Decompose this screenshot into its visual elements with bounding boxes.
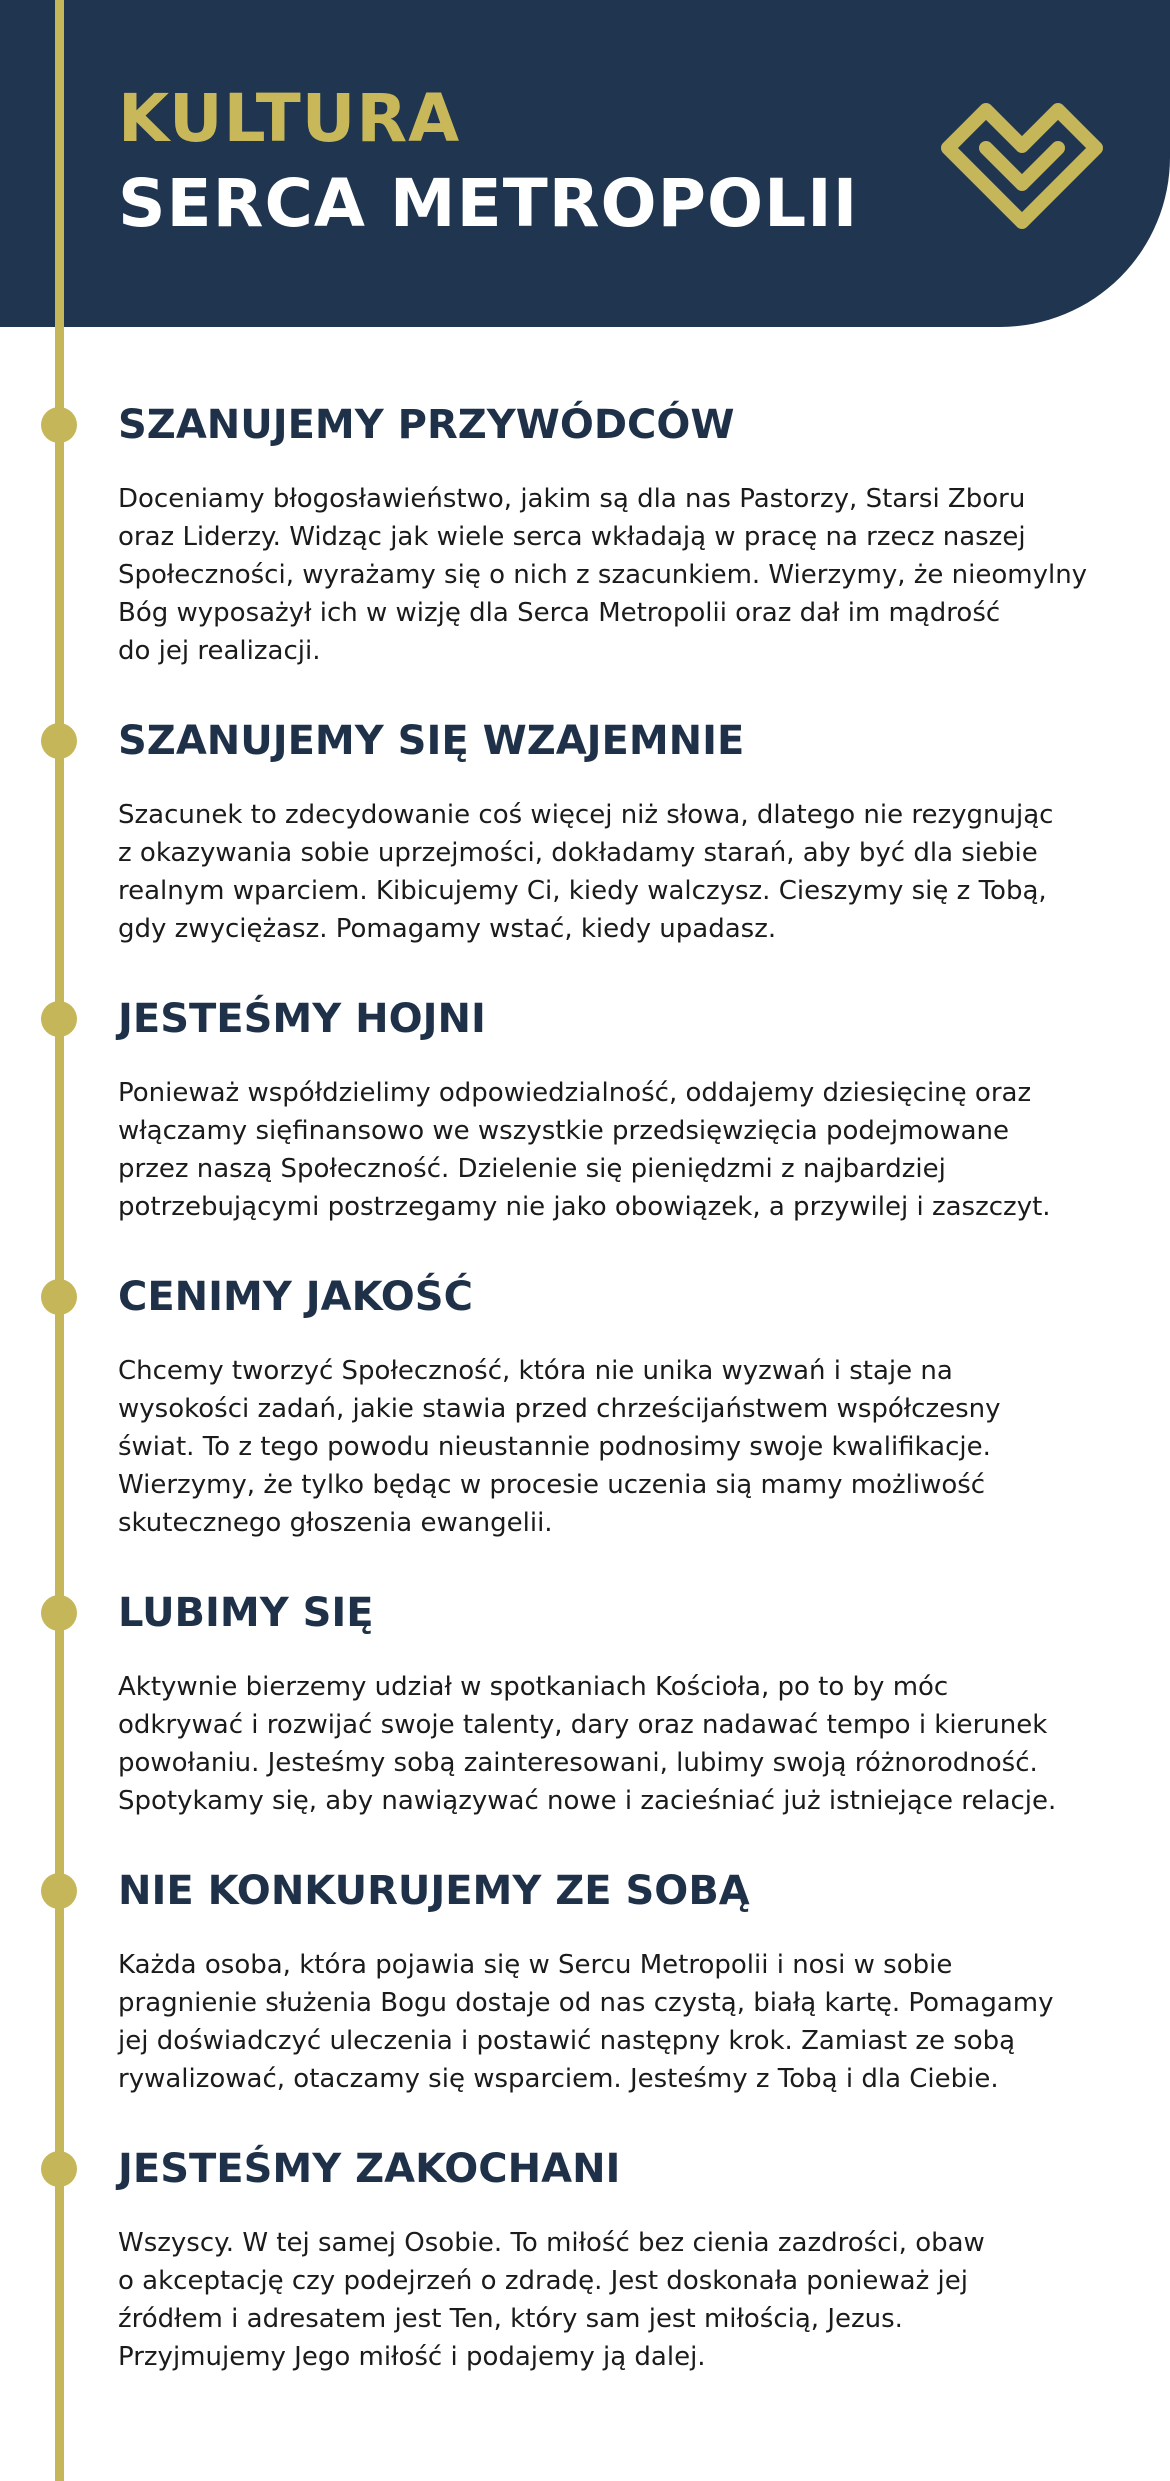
timeline-dot — [41, 407, 77, 443]
section-lubimy-sie — [118, 1588, 1108, 1820]
section-body: Szacunek to zdecydowanie coś więcej niż słowa, dlatego nie rezygnując z okazywania sobie uprzejmości, dokładamy starań, aby być dla siebie realnym wparciem. Kibicujemy Ci, kiedy walczysz. Cieszymy się z Tobą, gdy zwyciężasz. Pomagamy wstać, kiedy upadasz. — [118, 800, 1054, 944]
section-cenimy-jakosc — [118, 1272, 1108, 1542]
page-title-line2: SERCA METROPOLII — [118, 165, 859, 242]
section-szanujemy-sie-wzajemnie — [118, 716, 1108, 948]
section-title: NIE KONKURUJEMY ZE SOBĄ — [118, 1868, 750, 1914]
section-body: Ponieważ współdzielimy odpowiedzialność, oddajemy dziesięcinę oraz włączamy sięfinansowo we wszystkie przedsięwzięcia podejmowane przez naszą Społeczność. Dzielenie się pieniędzmi z najbardziej potrzebującymi postrzegamy nie jako obowiązek, a przywilej i zaszczyt. — [118, 1078, 1051, 1222]
timeline-dot — [41, 2151, 77, 2187]
section-jestesmy-zakochani — [118, 2144, 1108, 2376]
timeline-dot — [41, 1001, 77, 1037]
section-title: SZANUJEMY SIĘ WZAJEMNIE — [118, 718, 745, 764]
section-body: Każda osoba, która pojawia się w Sercu Metropolii i nosi w sobie pragnienie służenia Bogu dostaje od nas czystą, białą kartę. Pomagamy jej doświadczyć uleczenia i postawić następny krok. Zamiast ze sobą rywalizować, otaczamy się wsparciem. Jesteśmy z Tobą i dla Ciebie. — [118, 1950, 1054, 2094]
timeline-dot — [41, 723, 77, 759]
section-nie-konkurujemy-ze-soba — [118, 1866, 1108, 2098]
timeline-dot — [41, 1595, 77, 1631]
heart-logo-icon — [938, 90, 1106, 240]
section-body: Aktywnie bierzemy udział w spotkaniach Kościoła, po to by móc odkrywać i rozwijać swoje talenty, dary oraz nadawać tempo i kierunek powołaniu. Jesteśmy sobą zainteresowani, lubimy swoją różnorodność. Spotykamy się, aby nawiązywać nowe i zacieśniać już istniejące relacje. — [118, 1672, 1057, 1816]
section-body: Wszyscy. W tej samej Osobie. To miłość bez cienia zazdrości, obaw o akceptację czy podejrzeń o zdradę. Jest doskonała ponieważ jej źródłem i adresatem jest Ten, który sam jest miłością, Jezus. Przyjmujemy Jego miłość i podajemy ją dalej. — [118, 2228, 985, 2372]
section-title: SZANUJEMY PRZYWÓDCÓW — [118, 402, 735, 448]
section-szanujemy-przywodcow — [118, 400, 1108, 670]
section-body: Chcemy tworzyć Społeczność, która nie unika wyzwań i staje na wysokości zadań, jakie stawia przed chrześcijaństwem współczesny świat. To z tego powodu nieustannie podnosimy swoje kwalifikacje. Wierzymy, że tylko będąc w procesie uczenia sią mamy możliwość skutecznego głoszenia ewangelii. — [118, 1356, 1001, 1538]
section-title: CENIMY JAKOŚĆ — [118, 1274, 473, 1320]
section-title: JESTEŚMY HOJNI — [118, 996, 486, 1042]
section-title: LUBIMY SIĘ — [118, 1590, 374, 1636]
section-title: JESTEŚMY ZAKOCHANI — [118, 2146, 621, 2192]
section-body: Doceniamy błogosławieństwo, jakim są dla nas Pastorzy, Starsi Zboru oraz Liderzy. Widząc jak wiele serca wkładają w pracę na rzecz naszej Społeczności, wyrażamy się o nich z szacunkiem. Wierzymy, że nieomylny Bóg wyposażył ich w wizję dla Serca Metropolii oraz dał im mądrość do jej realizacji. — [118, 484, 1088, 666]
timeline-dot — [41, 1279, 77, 1315]
section-jestesmy-hojni — [118, 994, 1108, 1226]
timeline-dot — [41, 1873, 77, 1909]
timeline-line — [55, 0, 64, 2481]
page-title-line1: KULTURA — [118, 80, 461, 157]
header-banner — [0, 0, 1170, 327]
